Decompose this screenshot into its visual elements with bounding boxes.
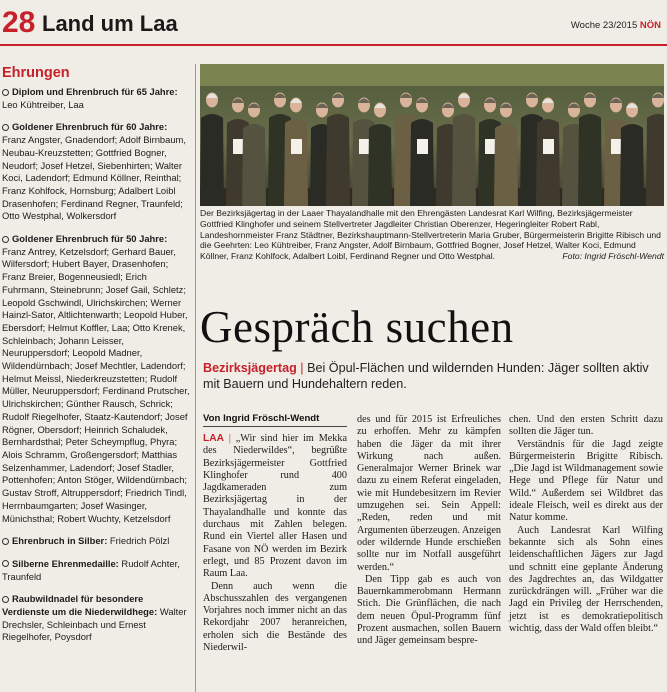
- honor-heading: Silberne Ehrenmedaille:: [12, 557, 119, 569]
- person-figure: [242, 124, 266, 206]
- article-kicker: Bezirksjägertag: [203, 361, 297, 375]
- certificate: [485, 139, 496, 154]
- person-figure: [494, 124, 518, 206]
- honor-recipients: Rudolf Achter, Traunfeld: [2, 557, 180, 582]
- bullet-icon: [2, 124, 9, 131]
- bullet-icon: [2, 596, 9, 603]
- article-paragraph: [203, 433, 347, 581]
- person-figure: [368, 124, 392, 206]
- honor-heading: Diplom und Ehrenbruch für 65 Jahre:: [12, 86, 178, 97]
- certificate: [543, 139, 554, 154]
- article-paragraph: Auch Landesrat Karl Wilfing bekannte sich als Sohn eines leidenschaftlichen Jägers zur Jagd und schnitt eine geplante Änderung des Jagdrechtes an, das Wildgatter zurückdrängen will. „Früher war die Jagd ein Privileg der Herrschenden, jetzt ist es demokratiepolitisch wichtig, dass der Wald offen bleibt.“: [509, 524, 663, 635]
- honor-group: [0, 558, 192, 583]
- honor-group: [0, 233, 192, 525]
- dek-text: Bei Öpul-Flächen und wildernden Hunden: Jäger sollten aktiv mit Bauern und Hundehaltern reden.: [203, 361, 649, 391]
- bullet-icon: [2, 89, 9, 96]
- person-figure: [536, 119, 560, 206]
- group-photo-illustration: [200, 64, 664, 206]
- page-header: [0, 6, 667, 42]
- honors-column: [0, 64, 192, 692]
- page-number: 28: [2, 6, 36, 39]
- honor-group: [0, 121, 192, 223]
- honor-heading: Ehrenbruch in Silber:: [12, 535, 108, 547]
- certificate: [291, 139, 302, 154]
- person-figure: [284, 119, 308, 206]
- article-paragraph: Verständnis für die Jagd zeigte Bürgermeisterin Brigitte Ribisch. „Die Jagd ist Wildmanagement sowie Hege und Pflege für Natur und Wild.“ Außerdem sei Wildbret das ideale Fleisch, weil es direkt aus der Natur komme.: [509, 438, 663, 524]
- kicker-separator: |: [300, 361, 304, 375]
- article-paragraph: des und für 2015 ist Erfreuliches zu erhoffen. Mehr zu kämpfen haben die Jäger da mit ihrer Wirkung nach außen. Generalmajor Werner Brinek war dazu zu einem Referat eingeladen, wie mit Hundebesitzern im Revier umzugehen sei. Sein Appell: „Reden, reden und mit Argumenten überzeugen. Anzeigen oder wildernde Hunde erschießen sollte nur im Notfall ausgeführt werden.“: [357, 414, 501, 573]
- article-headline: Gespräch suchen: [200, 302, 514, 352]
- honor-recipients: Friedrich Pölzl: [107, 535, 170, 547]
- byline-rule: [203, 426, 347, 427]
- honor-heading: Goldener Ehrenbruch für 50 Jahre:: [12, 233, 168, 245]
- person-figure: [452, 114, 476, 206]
- certificate: [359, 139, 370, 154]
- article-dek: [203, 360, 665, 392]
- honor-group: [0, 593, 192, 644]
- bullet-icon: [2, 560, 9, 567]
- paragraph-text: „Wir sind hier im Mekka des Niederwildes“, begrüßte Bezirksjägermeister Gottfried Klinghofer rund 400 Jagdkameraden zum Bezirksjägertag in der Thayalandhalle und konnte das durchaus mit Zahlen belegen. Rund ein Viertel aller Hasen und Fasane von NÖ werden im Bezirk erlegt, und 85 Prozent davon im Raum Laa.: [203, 433, 348, 580]
- group-photo: [200, 64, 664, 206]
- photo-credit: Foto: Ingrid Fröschl-Wendt: [562, 251, 664, 262]
- dateline: LAA: [203, 433, 224, 444]
- person-figure: [410, 119, 434, 206]
- honor-heading: Goldener Ehrenbruch für 60 Jahre:: [12, 121, 168, 133]
- issue-label: [571, 20, 661, 31]
- person-figure: [646, 114, 664, 206]
- header-rule: [0, 44, 667, 46]
- article-paragraph: Den Tipp gab es auch von Bauernkammerobmann Hermann Stich. Die Grünflächen, die nach dem neuen Öpul-Programm fünf Prozent ausmachen, sollen Bauern und Jäger gemeinsam bespre-: [357, 573, 501, 647]
- issue-week: Woche 23/2015: [570, 20, 638, 31]
- photo-caption: [200, 208, 664, 262]
- article-paragraph: Denn auch wenn die Abschusszahlen des vergangenen Vorjahres noch immer nicht an das Rekordjahr 2007 heranreichen, erholen sich die Bestände des Niederwil-: [203, 580, 347, 654]
- honor-heading: Raubwildnadel für besondere Verdienste um die Niederwildhege:: [2, 593, 158, 618]
- byline: Von Ingrid Fröschl-Wendt: [203, 413, 320, 424]
- article-column-2: [357, 414, 501, 648]
- honor-recipients: Leo Kühtreiber, Laa: [2, 98, 84, 110]
- person-figure: [578, 114, 602, 206]
- certificate: [611, 139, 622, 154]
- article-paragraph: chen. Und den ersten Schritt dazu sollten die Jäger tun.: [509, 414, 663, 438]
- honor-recipients: Franz Antrey, Ketzelsdorf; Gerhard Bauer, Wilfersdorf; Hubert Bayer, Drasenhofen; Franz Breier, Bogenneusiedl; Erich Fuhrmann, Steinebrunn; Josef Gail, Schletz; Leopold Gschwindl, Ulrichskirchen; Werner Hainzl-Sator, Altlichtenwarth; Leopold Huber, Ebersdorf; Helmut Koffler, Laa; Otto Krenek, Schleinbach; Johann Leisser, Neuruppersdorf; Leopold Madner, Wildendürnbach; Josef Mechtler, Ladendorf; Helmut Meissl, Niederkreuzstetten; Rudolf Müller, Neuruppersdorf; Ferdinand Prutscher, Ulrichskirchen; Günther Rausch, Schrick; Rudolf Riegelhofer, Staatz-Kautendorf; Josef Rögner, Obersdorf; Heinrich Schaludek, Bernhardsthal; Peter Scheympflug, Phyra; Alois Schramm, Großengersdorf; Matthias Selzenhammer, Ladendorf; Josef Stadler, Pottenhofen; Anton Stöger, Wildendürnbach; Gustav Stroff, Altruppersdorf; Friedrich Tindl, Herrnbaumgarten; Josef Wasinger, Münichsthal; Robert Wuchty, Ketzelsdorf: [2, 245, 190, 524]
- person-figure: [200, 114, 224, 206]
- honors-list: [0, 86, 192, 644]
- column-divider: [195, 64, 196, 692]
- honor-recipients: Walter Drechsler, Schleinbach und Ernest Riegelhofer, Poysdorf: [2, 606, 187, 643]
- certificate: [233, 139, 244, 154]
- article-column-3: [509, 414, 663, 635]
- dateline-separator: |: [228, 433, 231, 444]
- honors-title: Ehrungen: [2, 65, 70, 81]
- certificate: [417, 139, 428, 154]
- article-column-1: [203, 433, 347, 654]
- person-figure: [326, 114, 350, 206]
- brand-name: NÖN: [639, 20, 661, 31]
- honor-recipients: Franz Angster, Gnadendorf; Adolf Birnbaum, Neubau-Kreuzstetten; Gottfried Bogner, Neudorf; Josef Hetzel, Siebenhirten; Walter Koci, Ladendorf; Edmund Köllner, Reinthal; Franz Kohlfock, Hornsburg; Adalbert Loibl Drasenhofen; Ferdinand Regner, Traunfeld; Otto Westphal, Wolkersdorf: [2, 134, 186, 222]
- bullet-icon: [2, 538, 9, 545]
- bullet-icon: [2, 236, 9, 243]
- caption-text: Der Bezirksjägertag in der Laaer Thayalandhalle mit den Ehrengästen Landesrat Karl Wilfing, Bezirksjägermeister Gottfried Klinghofer und seinem Stellvertreter Jagdleiter Christian Oberenzer, Hegeringleiter Robert Rabl, Landeshornmeister Franz Städtner, Bezirkshauptmann-Stellvertreterin Maria Gruber, Bürgermeisterin Brigitte Ribisch und die Geehrten: Leo Kühtreiber, Franz Angster, Adolf Birnbaum, Gottfried Bogner, Josef Hetzel, Walter Koci, Edmund Köllner, Franz Kohlfock, Adalbert Loibl, Ferdinand Regner und Otto Westphal.: [200, 208, 661, 262]
- section-title: Land um Laa: [42, 11, 178, 36]
- person-figure: [620, 124, 644, 206]
- honor-group: [0, 86, 192, 111]
- honor-group: [0, 535, 192, 548]
